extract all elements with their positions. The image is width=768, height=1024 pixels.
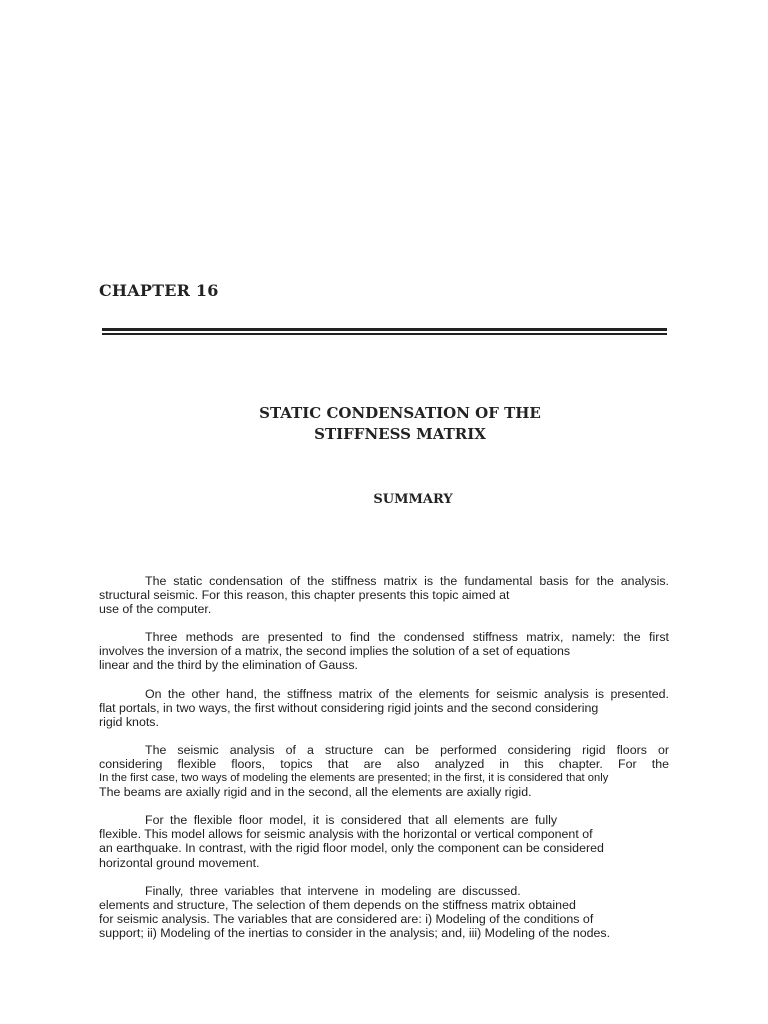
paragraph-line: linear and the third by the elimination of Gauss. [99, 658, 358, 673]
paragraph-line: support; ii) Modeling of the inertias to consider in the analysis; and, iii) Modeling of the nodes. [99, 925, 611, 940]
paragraph-line: involves the inversion of a matrix, the second implies the solution of a set of equations [99, 644, 571, 659]
paragraph-line: The seismic analysis of a structure can be performed considering rigid floors or [145, 742, 669, 757]
paragraph-line: for seismic analysis. The variables that are considered are: i) Modeling of the conditions of [99, 911, 594, 926]
paragraph-line: On the other hand, the stiffness matrix of the elements for seismic analysis is presented. [145, 686, 669, 701]
summary-body [99, 574, 669, 954]
summary-heading: SUMMARY [373, 492, 453, 507]
paragraph-line: The static condensation of the stiffness matrix is the fundamental basis for the analysis. [145, 574, 669, 588]
paragraph-line: elements and structure, The selection of them depends on the stiffness matrix obtained [99, 897, 576, 912]
paragraph-5 [99, 813, 669, 869]
chapter-rule-thin [102, 333, 667, 335]
paragraph-3 [99, 687, 669, 729]
paragraph-line: The beams are axially rigid and in the second, all the elements are axially rigid. [99, 785, 532, 800]
paragraph-line: an earthquake. In contrast, with the rigid floor model, only the component can be considered [99, 841, 604, 856]
paragraph-line: Three methods are presented to find the condensed stiffness matrix, namely: the first [145, 630, 669, 645]
paragraph-1 [99, 574, 669, 616]
paragraph-line: flat portals, in two ways, the first without considering rigid joints and the second considering [99, 700, 599, 715]
chapter-title-line-2: STIFFNESS MATRIX [314, 425, 486, 443]
paragraph-line: structural seismic. For this reason, this chapter presents this topic aimed at [99, 588, 510, 603]
chapter-number: CHAPTER 16 [99, 281, 219, 300]
paragraph-line: flexible. This model allows for seismic analysis with the horizontal or vertical component of [99, 827, 593, 842]
paragraph-line: In the first case, two ways of modeling the elements are presented; in the first, it is considered that only [99, 772, 609, 785]
chapter-rule-thick [102, 328, 667, 331]
paragraph-4 [99, 743, 669, 799]
paragraph-line: rigid knots. [99, 714, 159, 729]
paragraph-line: horizontal ground movement. [99, 855, 260, 870]
chapter-title [0, 403, 768, 445]
paragraph-2 [99, 630, 669, 672]
paragraph-line: use of the computer. [99, 602, 212, 617]
paragraph-line: Finally, three variables that intervene in modeling are discussed. [145, 883, 521, 898]
paragraph-6 [99, 884, 669, 940]
paragraph-line: considering flexible floors, topics that are also analyzed in this chapter. For the [99, 756, 669, 771]
paragraph-line: For the flexible floor model, it is considered that all elements are fully [145, 813, 558, 828]
chapter-title-line-1: STATIC CONDENSATION OF THE [259, 404, 541, 422]
